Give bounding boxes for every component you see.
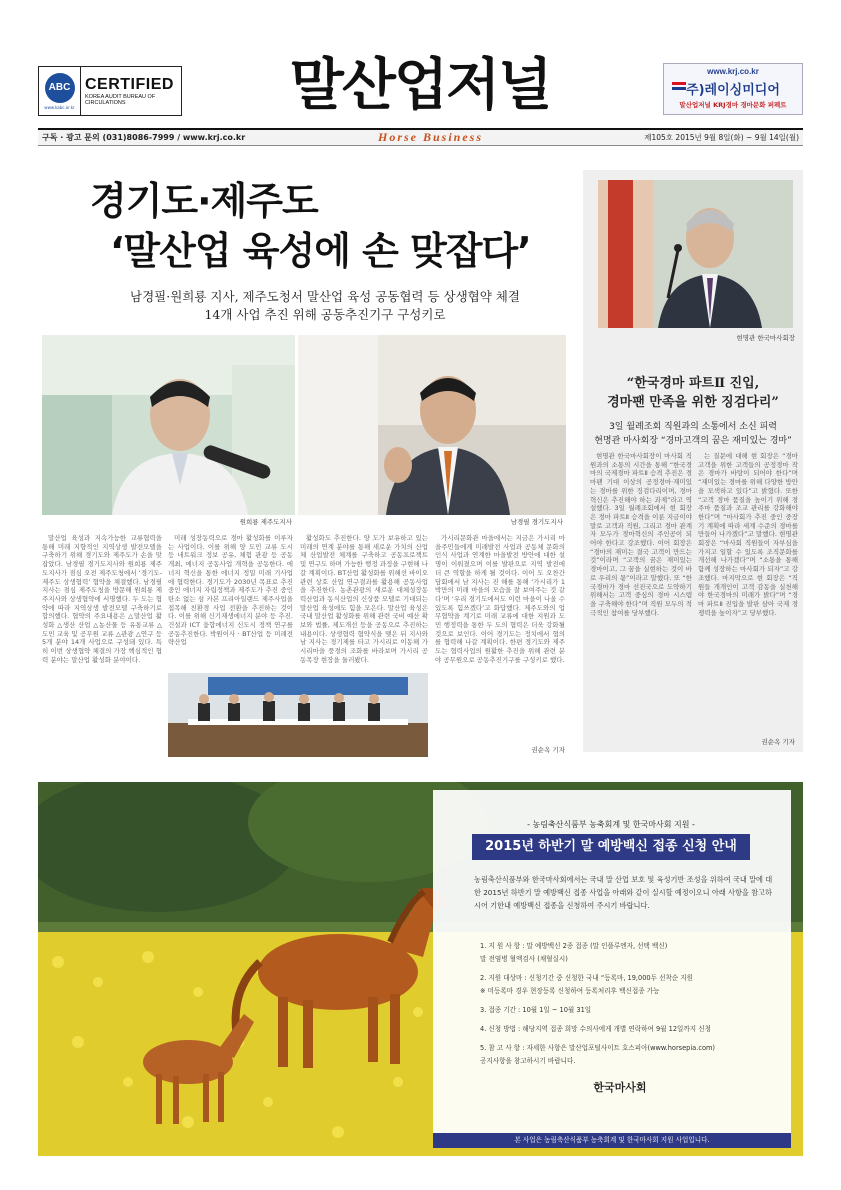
headline-line-2: ‘말산업 육성에 손 맞잡다’ bbox=[110, 229, 531, 273]
ad-item-2: 2. 지원 대상마 : 신청기간 중 신청한 국내 “등록마, 19,000두 선착순 지원 bbox=[480, 974, 694, 982]
ad-item-3: 3. 접종 기간 : 10월 1일 ~ 10월 31일 bbox=[480, 1006, 592, 1014]
partner-papers: 말산업저널 KRJ경마 경마문화 퍼펙트 bbox=[679, 101, 787, 109]
sidebar-column-1 bbox=[590, 452, 692, 742]
newspaper-title: 말산업저널 bbox=[289, 53, 551, 118]
sidebar-sub-line-1: 3일 월례조회 직원과의 소통에서 소신 피력 bbox=[609, 422, 777, 432]
ad-intro: 농림축산식품부와 한국마사회에서는 국내 말 산업 보호 및 육성기반 조성을 위하여 국내 말에 대한 2015년 하반기 말 예방백신 접종 사업을 아래와 같이 실시할 예정이오니 아래 사항을 참고하시어 기한내 예방백신 접종을 신청하여 주시기 바랍니다. bbox=[474, 875, 773, 910]
article-text-3: 활성화도 추진한다. 양 도가 보유하고 있는 미래의 연계 분야를 통해 새로운 가치의 산업체 산업발전 체계를 구축하고 공동프로젝트 및 연구도 하며 가능한 행정 과정을 구현해 나갈 계획이다. BT산업 활성화를 위해선 바이오 관련 상호 산업 연구결과를 활용해 공동사업을 추진한다. 농촌관광의 새로운 대체성장동력산업과 동식산업의 신상품 모델로 기대되는 말산업 육성에도 힘을 모은다. 말산업 육성은 국내 말산업 활성화를 위해 관련 국비 예산 확보와 법률, 제도개선 등을 공동으로 추진하는 내용이다. 상생협력 협약식을 맺은 뒤 지사와 남 지사는 경기제를 타고 가시리로 이동해 가시리마을 풍경의 조화를 바라보며 가시리 공동목장 현장을 둘러봤다. bbox=[300, 534, 428, 664]
photo-hyun-myunggwan bbox=[598, 180, 793, 328]
subhead-line-2: 14개 사업 추진 위해 공동추진기구 구성키로 bbox=[204, 307, 446, 322]
ad-tagline: - 농림축산식품부 농축회계 및 한국마사회 지원 - bbox=[527, 820, 695, 829]
ad-organization: 한국마사회 bbox=[593, 1081, 647, 1094]
ad-item-5: 5. 참 고 사 항 : 자세한 사항은 말산업포털사이트 호스피아(www.horsepia.com) bbox=[480, 1044, 715, 1052]
partner-box bbox=[663, 63, 803, 115]
article-byline: 권순옥 기자 bbox=[531, 746, 565, 754]
partner-name: 주)레이싱미디어 bbox=[686, 83, 780, 98]
issue-date: 제105호 2015년 9월 8일(화) ~ 9월 14일(월) bbox=[644, 133, 799, 142]
partner-url: www.krj.co.kr bbox=[707, 67, 759, 76]
ad-item-4: 4. 신청 방법 : 해당지역 접종 희망 수의사에게 개별 연락하여 9월 12일까지 신청 bbox=[480, 1025, 711, 1033]
sidebar-quote-line-1: “한국경마 파트Ⅱ 진입, bbox=[626, 376, 760, 391]
subhead-line-1: 남경필·원희룡 지사, 제주도청서 말산업 육성 공동협력 등 상생협약 체결 bbox=[130, 289, 520, 304]
photo-caption-right: 남경필 경기도지사 bbox=[510, 518, 563, 526]
photo-signing-ceremony bbox=[168, 673, 428, 757]
abc-url: www.kabc.or.kr bbox=[44, 104, 75, 110]
certified-label: CERTIFIED bbox=[85, 76, 174, 93]
ad-title: 2015년 하반기 말 예방백신 접종 신청 안내 bbox=[472, 834, 750, 860]
ad-item-2b: ※ 미등록마 경우 현장등록 신청하여 등록처리후 백신접종 가능 bbox=[480, 987, 660, 995]
info-bar bbox=[38, 128, 803, 146]
abc-line-1: KOREA AUDIT BUREAU OF bbox=[85, 94, 156, 100]
abc-certified-badge bbox=[38, 66, 182, 116]
photo-won-heeryong bbox=[42, 335, 295, 515]
headline-line-1: 경기도·제주도 bbox=[90, 179, 318, 223]
article-column-4 bbox=[435, 534, 565, 740]
article-text-1: 말산업 육성과 지속가능한 교류협력을 통해 미래 지향적인 지역상생 발전모델을 구축하기 위해 경기도와 제주도가 손을 맞잡았다. 남경필 경기도지사와 원희룡 제주도지사가 점심 오전 제주도청에서 ‘경기도-제주도 상생협력’ 협약을 체결했다. 남경필 지사는 점심 제주도청을 방문해 원희룡 제주지사와 상생협약에 서명했다. 두 도는 협약에 따라 지역상생 발전모델 구축하기로 합의했다. 협약의 주요내용은 △말산업 활성화 △생산 산업 △농산물 등 유통교류 △도민 교육 및 공무원 교류 △관광 △연구 등 5개 분야 14개 사업으로 구성돼 있다. 특히 이번 상생협약 체결의 가장 핵심적인 협력 분야는 말산업 활성화 분야이다. bbox=[42, 534, 162, 664]
article-text-4: 가시리문화관 마을에서는 지금은 가시리 마을주민들에게 미래발전 사업과 공동체 문화의 인식 사업과 연계한 마을발전 방안에 대한 설명이 이뤄졌으며 이를 발판으로 지역 발전에 더 큰 역할을 하게 될 것이다. 이어 도 오찬간담회에서 남 지사는 진 해를 통해 ‘가시리가 1박만의 미래 마을의 모습을 잘 보여주는 것 같다’며 ‘우리 경기도에서도 이런 마을이 나올 수 있도록 힘쓰겠다’고 화답했다. 제주도와의 업무협약을 계기로 미래 교류에 대한 지원과 도민 행정력을 통한 두 도의 협력은 더욱 강화될 것으로 보인다. 이어 경기도는 정치에서 협의를 협력해 나갈 계획이다. 한편 경기도와 제주도는 협력사업의 원활한 추진을 위해 관련 분야 공무원으로 공동추진기구를 구성키로 했다. bbox=[435, 534, 565, 664]
sidebar-text-1: 현명관 한국마사회장이 마사회 직원과의 소통의 시간을 통해 “한국경마의 국제경마 파트Ⅱ 승격 추진은 경마팬 기대 이상의 공정경마·재미있는 경마를 위한 징검다리이며, 경마혁신은 추진해야 하는 과제”라고 역설했다. 3일 월례조회에서 현 회장은 경마 파트Ⅱ 승격을 이룬 지금이야말로 고객과 직원, 그리고 경마 관계자 모두가 경마혁신의 주인공이 되어야 한다고 강조했다. 이어 회장은 “경마의 재미는 결국 고객이 만드는 것”이라며 “고객의 꿈은 재미있는 경마이고, 그 꿈을 실현하는 것이 바로 우리의 몫”이라고 말했다. 또 “한국경마가 경마 선진국으로 도약하기 위해서는 고객 중심의 경마 시스템을 구축해야 한다”며 직원 모두의 적극적인 참여를 당부했다. bbox=[590, 452, 692, 617]
sidebar-quote-line-2: 경마팬 만족을 위한 징검다리” bbox=[607, 395, 779, 410]
ad-footer: 본 사업은 농림축산식품부 농축회계 및 한국마사회 지원 사업입니다. bbox=[433, 1133, 791, 1148]
ad-item-1: 1. 지 원 사 항 : 말 예방백신 2종 접종 (말 인플루엔자, 선택 백신) bbox=[480, 942, 668, 950]
photo-caption-left: 원희룡 제주도지사 bbox=[239, 518, 292, 526]
article-column-1 bbox=[42, 534, 162, 760]
sidebar-text-2: 는 질문에 대해 현 회장은 “경마고객을 위한 고객들의 공정경마 작은 경마가 바탕이 되어야 한다”며 “재미있는 경마를 위해 다양한 방안을 모색하고 있다”고 밝혔다. 또한 “고객 경마 품질을 높이기 위해 경주마 품질과 조교 관리를 강화해야 한다”며 “마사회가 추진 중인 중장기 계획에 따라 세계 수준의 경마를 만들어 나가겠다”고 말했다. 현명관 회장은 “마사회 직원들이 자부심을 가지고 일할 수 있도록 조직문화를 개선해 나가겠다”며 “소통을 통해 함께 성장하는 마사회가 되자”고 강조했다. 마지막으로 현 회장은 “직원들 개개인이 고객 감동을 실천해야 한국경마의 미래가 밝다”며 “경마 파트Ⅱ 진입을 발판 삼아 국제 경쟁력을 높이자”고 당부했다. bbox=[698, 452, 798, 617]
section-name: Horse Business bbox=[377, 130, 484, 144]
article-text-2: 미래 성장동력으로 경마 활성화를 이루자는 사업이다. 이를 위해 양 도민 교류 도시 등 네트워크 정보 공유, 체험 관광 등 공동 개최, 에너지 공동사업 개혁을 공동한다. 에너지 혁신을 통한 에너지 정밀 미래 기사업에 협력한다. 경기도가 2030년 목표로 추진 중인 에너지 자립정책과 제주도가 추진 중인 탄소 없는 섬 카본 프리아일랜드 제주사업을 접목해 친환경 사업 전환을 추진하는 것이다. 이를 위해 신기재생에너지 분야 등 추진. 건설과 ICT 융합에너지 신도시 정책 연구를 공동추진한다. 박원이사 · BT산업 등 미래전략산업 bbox=[168, 534, 293, 647]
ad-item-1b: 말 전염병 혈액검사 (채혈실시) bbox=[480, 955, 568, 963]
abc-logo: ABC bbox=[45, 73, 75, 103]
sidebar-photo-caption: 현명관 한국마사회장 bbox=[736, 334, 795, 342]
sidebar-column-2 bbox=[698, 452, 798, 732]
sidebar-sub-line-2: 현명관 마사회장 “경마고객의 꿈은 재미있는 경마” bbox=[594, 436, 792, 446]
article-column-3 bbox=[300, 534, 428, 670]
article-column-2 bbox=[168, 534, 293, 670]
ad-item-5b: 공지사항을 참고하시기 바랍니다. bbox=[480, 1057, 576, 1065]
contact-info: 구독 · 광고 문의 (031)8086-7999 / www.krj.co.kr bbox=[42, 133, 246, 142]
photo-nam-kyungpil bbox=[298, 335, 566, 515]
sidebar-byline: 권순옥 기자 bbox=[761, 738, 795, 746]
abc-line-2: CIRCULATIONS bbox=[85, 100, 126, 106]
